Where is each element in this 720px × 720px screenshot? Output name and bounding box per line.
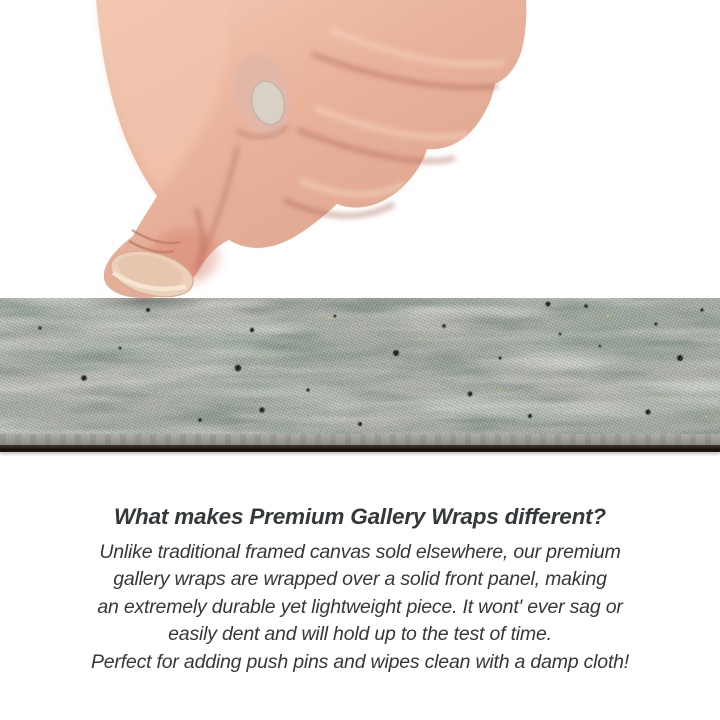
product-demo-photo: [0, 0, 720, 300]
canvas-strip-dark-edge: [0, 445, 720, 452]
copy-line-4: easily dent and will hold up to the test of time.: [168, 623, 552, 646]
thumb-contact-shadow: [0, 298, 720, 434]
copy-line-1: Unlike traditional framed canvas sold elsewhere, our premium: [99, 541, 621, 563]
marketing-copy: [0, 502, 720, 676]
copy-line-2: gallery wraps are wrapped over a solid front panel, making: [113, 568, 607, 591]
copy-line-3: an extremely durable yet lightweight piece. It wont' ever sag or: [97, 595, 623, 618]
canvas-strip-bottom-bevel: [0, 434, 720, 445]
canvas-edge-strip: [0, 298, 720, 452]
copy-heading: What makes Premium Gallery Wraps different?: [114, 504, 606, 529]
copy-line-5: Perfect for adding push pins and wipes clean with a damp cloth!: [90, 650, 630, 673]
hand-thumb-press-photo: [0, 0, 720, 300]
canvas-strip-face: [0, 298, 720, 434]
